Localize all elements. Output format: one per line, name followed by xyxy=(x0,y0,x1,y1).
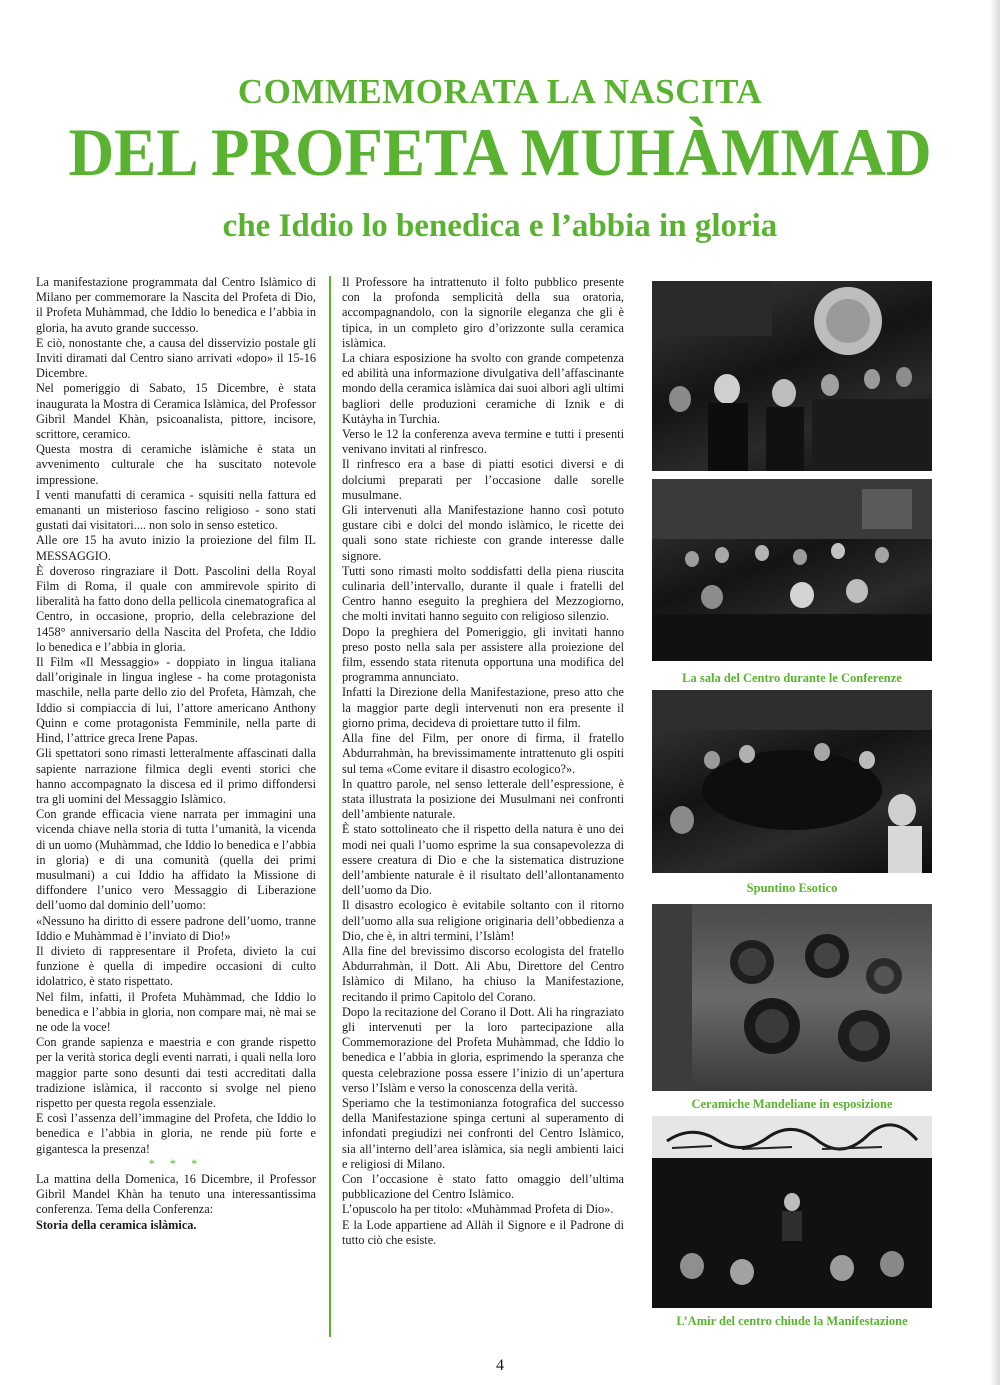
paragraph: Alle ore 15 ha avuto inizio la proiezione del film IL MESSAGGIO. xyxy=(36,533,316,563)
paragraph: Nel pomeriggio di Sabato, 15 Dicembre, è stata inaugurata la Mostra di Ceramica Islàmica, del Professor Gibrìl Mandel Khàn, psicoanalista, pittore, incisore, scrittore, ceramico. xyxy=(36,381,317,442)
paragraph: Nel film, infatti, il Profeta Muhàmmad, che Iddio lo benedica e l’abbia in gloria, non compare mai, nè mai se ne ode la voce! xyxy=(36,989,316,1034)
article-headline: DEL PROFETA MUHÀMMAD xyxy=(68,114,932,190)
photo-caption-snack: Spuntino Esotico xyxy=(746,881,838,895)
paragraph: Il rinfresco era a base di piatti esotici diversi e di dolciumi preparati per l’occasione dalle sorelle musulmane. xyxy=(342,457,624,502)
paragraph: Il Professore ha intrattenuto il folto pubblico presente con la profonda semplicità della sua oratoria, accompagnandolo, con la signorile eleganza che gli è tipica, in un completo giro d’orizzonte sulla ceramica islàmica. xyxy=(342,275,624,350)
section-separator: * * * xyxy=(148,1156,204,1171)
paragraph: Verso le 12 la conferenza aveva termine e tutti i presenti venivano invitati al rinfresco. xyxy=(342,427,624,457)
paragraph: Il Film «Il Messaggio» - doppiato in lingua italiana dall’originale in lingua inglese - ha come protagonista maschile, nella parte dello zio del Profeta, Hàmzah, che Iddio si compiaccia di lui, l’attore americano Anthony Quinn e come protagonista Femminile, nella parte di Hind, l’attrice greca Irene Papas. xyxy=(36,655,316,746)
paragraph: E la Lode appartiene ad Allàh il Signore e il Padrone di tutto ciò che esiste. xyxy=(342,1217,624,1247)
paragraph: È stato sottolineato che il rispetto della natura è uno dei modi nei quali l’uomo esprime la sua consapevolezza di essere creatura di Dio e che la sistematica distruzione dell’ambiente naturale è il risultato dell’allontanamento dell’uomo da Dio. xyxy=(342,822,624,898)
paragraph: Gli intervenuti alla Manifestazione hanno così potuto gustare cibi e dolci del mondo islàmico, le ricette dei quali sono state richieste con grande interesse dalle signore. xyxy=(342,503,624,563)
article-kicker: COMMEMORATA LA NASCITA xyxy=(237,72,763,111)
paragraph: Speriamo che la testimonianza fotografica del successo della Manifestazione spinga certuni al superamento di infondati pregiudizi nei confronti del Centro Islàmico, sia all’interno dell’area islàmica, sia negli ambienti laici e religiosi di Milano. xyxy=(342,1095,624,1171)
paragraph: L’opuscolo ha per titolo: «Muhàmmad Profeta di Dio». xyxy=(342,1202,614,1217)
paragraph: È doveroso ringraziare il Dott. Pascolini della Royal Film di Roma, il quale con ammirevole spirito di liberalità ha fatto dono della pellicola cinematografica al Centro, in occasione, proprio, della celebrazione del 1458° anniversario della Nascita del Profeta, che Iddio lo benedica e l’abbia in gloria. xyxy=(36,563,316,654)
paragraph: Questa mostra di ceramiche islàmiche è stata un avvenimento culturale che ha suscitato notevole impressione. xyxy=(36,442,316,487)
paragraph: Alla fine del brevissimo discorso ecologista del fratello Abdurrahmàn, il Dott. Ali Abu, Direttore del Centro Islàmico di Milano, ha chiuso la Manifestazione, recitando il primo Capitolo del Corano. xyxy=(342,943,624,1004)
paragraph: Con grande sapienza e maestria e con grande rispetto per la verità storica degli eventi narrati, i quali nella loro maggior parte sono desunti dai testi accreditati dalla tradizione islàmica, il racconto si svolge nel pieno rispetto per questa regola essenziale. xyxy=(36,1035,316,1110)
paragraph: E così l’assenza dell’immagine del Profeta, che Iddio lo benedica e l’abbia in gloria, ne rende più forte e gigantesca la presenza! xyxy=(36,1111,316,1156)
paragraph: Con l’occasione è stato fatto omaggio dell’ultima pubblicazione del Centro Islàmico. xyxy=(342,1171,624,1202)
paragraph: La manifestazione programmata dal Centro Islàmico di Milano per commemorare la Nascita del Profeta di Dio, il Profeta Muhàmmad, che Iddio lo benedica e l’abbia in gloria, ha avuto grande successo. xyxy=(36,275,316,335)
text-column-left xyxy=(36,275,316,1233)
text-column-middle xyxy=(342,275,624,1248)
paragraph: Infatti la Direzione della Manifestazione, preso atto che la maggior parte degli intervenuti non era presente il giorno prima, decideva di proiettare tutto il film. xyxy=(342,685,624,730)
photo-closing-ceremony xyxy=(652,1116,932,1308)
paragraph: Dopo la recitazione del Corano il Dott. Ali ha ringraziato gli intervenuti per la loro partecipazione alla Commemorazione del Profeta Muhàmmad, che Iddio lo benedica e l’abbia in gloria, esprimendo la speranza che questa celebrazione possa essere l’inizio di un’apertura verso l’Islàm e verso la conoscenza della verità. xyxy=(342,1004,624,1095)
photo-caption-closing: L’Amir del centro chiude la Manifestazione xyxy=(676,1314,908,1328)
photo-audience-seated xyxy=(652,281,932,471)
paragraph: La mattina della Domenica, 16 Dicembre, il Professor Gibrìl Mandel Khàn ha tenuto una interessantissima conferenza. Tema della Conferenza: xyxy=(36,1171,316,1217)
paragraph: «Nessuno ha diritto di essere padrone dell’uomo, tranne Iddio e Muhàmmad è l’inviato di Dio!» xyxy=(36,913,316,943)
paragraph: Gli spettatori sono rimasti letteralmente affascinati dalla sapiente narrazione filmica degli eventi storici che hanno accompagnato la discesa ed il primo diffondersi tra gli uomini del Messaggio Islàmico. xyxy=(36,746,316,806)
conference-title: Storia della ceramica islàmica. xyxy=(36,1217,197,1232)
paragraph: Tutti sono rimasti molto soddisfatti della piena riuscita culinaria dell’intervallo, durante il quale i fratelli del Centro hanno eseguito la preghiera del Mezzogiorno, che molti invitati hanno seguito con religioso silenzio. xyxy=(342,563,624,624)
paragraph: Il disastro ecologico è evitabile soltanto con il ritorno dell’uomo alla sua religione originaria dell’obbedienza a Dio, che è, in altri termini, l’Islàm! xyxy=(342,898,624,943)
paragraph: E ciò, nonostante che, a causa del disservizio postale gli Inviti diramati dal Centro siano arrivati «dopo» il 15-16 Dicembre. xyxy=(36,335,316,381)
paragraph: I venti manufatti di ceramica - squisiti nella fattura ed emananti un misterioso fascino religioso - sono stati gustati dai visitatori.... non solo in senso estetico. xyxy=(36,487,316,533)
photo-snack-gathering xyxy=(652,690,932,873)
photo-caption-ceramics: Ceramiche Mandeliane in esposizione xyxy=(691,1097,893,1111)
paragraph: Alla fine del Film, per onore di firma, il fratello Abdurrahmàn, ha brevissimamente intrattenuto gli ospiti sul tema «Come evitare il disastro ecologico?». xyxy=(342,731,624,776)
paragraph: Con grande efficacia viene narrata per immagini una vicenda chiave nella storia di tutta l’umanità, la vicenda di un uomo (Muhàmmad, che Iddio lo benedica e l’abbia in gloria) e di una comunità (quella dei primi musulmani) a cui Iddio ha affidato la Missione di diffondere l’unico vero Messaggio di Liberazione dell’uomo dal dominio dell’uomo: xyxy=(36,807,317,913)
paragraph: In quattro parole, nel senso letterale dell’espressione, è stata illustrata la posizione dei Musulmani nei confronti dell’ambiente naturale. xyxy=(342,776,624,822)
photo-conference-hall xyxy=(652,479,932,661)
paragraph: La chiara esposizione ha svolto con grande competenza ed abilità una informazione divulgativa dell’affascinante mondo della ceramica islàmica dai suoi albori agli ultimi bagliori delle produzioni ceramiche di Iznik e di Kutàyha in Turchia. xyxy=(342,351,624,426)
paragraph: Il divieto di rappresentare il Profeta, divieto la cui funzione è quella di impedire occasioni di culto idolatrico, è stato rispettato. xyxy=(36,943,316,989)
photo-ceramic-plates xyxy=(652,904,932,1091)
photo-caption-conferences: La sala del Centro durante le Conferenze xyxy=(682,671,902,685)
page-number: 4 xyxy=(496,1357,504,1374)
column-divider xyxy=(329,276,331,1337)
article-subhead: che Iddio lo benedica e l’abbia in gloria xyxy=(222,208,778,244)
paragraph: Dopo la preghiera del Pomeriggio, gli invitati hanno preso posto nella sala per assistere alla proiezione del film, essendo stata ritenuta opportuna una modifica del programma annunciato. xyxy=(342,624,624,685)
